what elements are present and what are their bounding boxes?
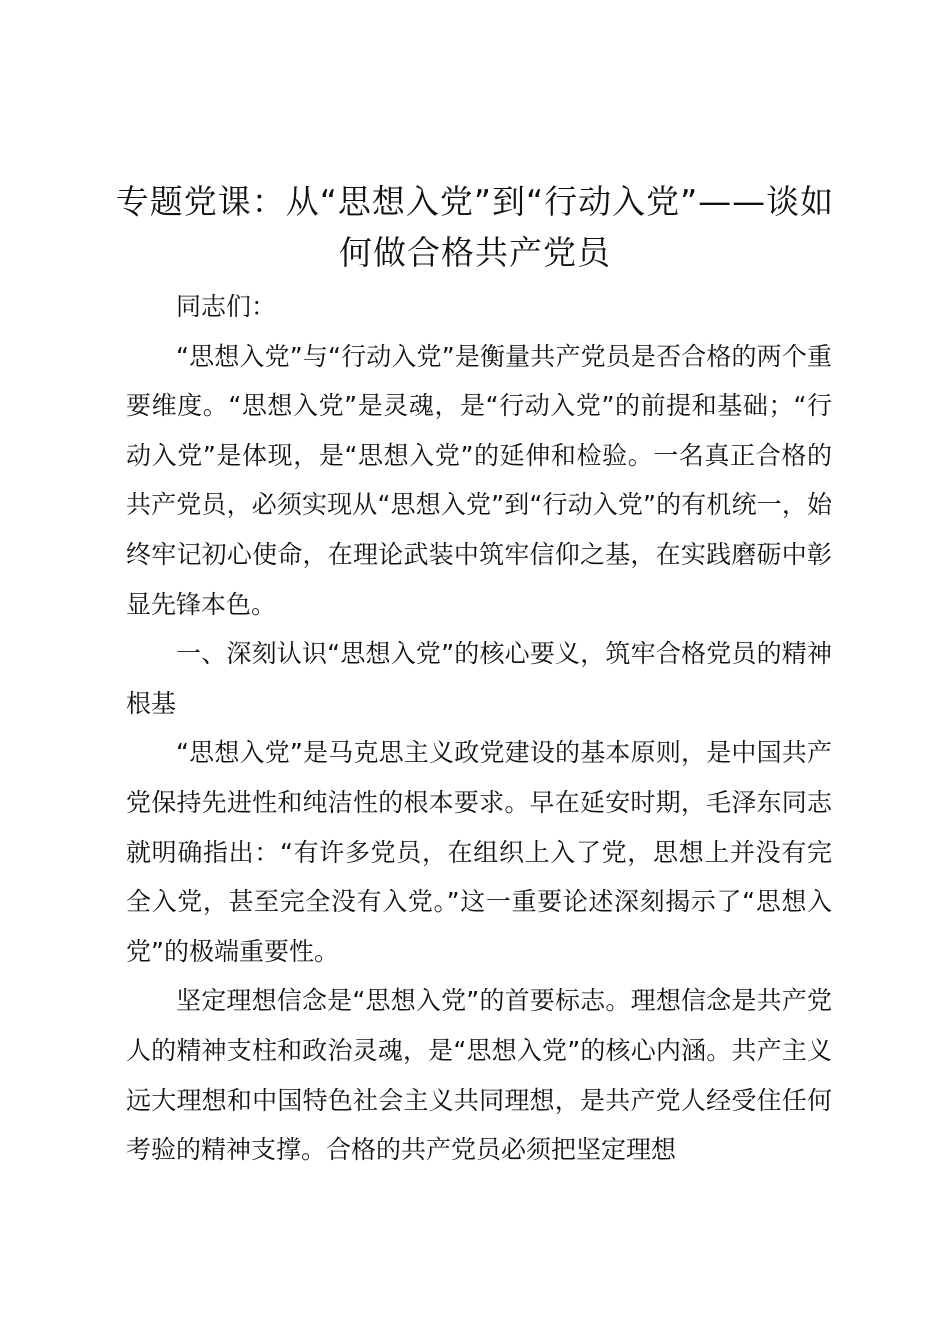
document-title: 专题党课：从“思想入党”到“行动入党”——谈如何做合格共产党员 <box>115 182 835 272</box>
paragraph-intro: “思想入党”与“行动入党”是衡量共产党员是否合格的两个重要维度。“思想入党”是灵魂，是“行动入党”的前提和基础；“行动入党”是体现，是“思想入党”的延伸和检验。一名真正合格的共产党员，必须实现从“思想入党”到“行动入党”的有机统一，始终牢记初心使命，在理论武装中筑牢信仰之基，在实践磨砺中彰显先锋本色。 <box>126 341 832 619</box>
paragraph-ideals: 坚定理想信念是“思想入党”的首要标志。理想信念是共产党人的精神支柱和政治灵魂，是“思想入党”的核心内涵。共产主义远大理想和中国特色社会主义共同理想，是共产党人经受住任何考验的精神支撑。合格的共产党员必须把坚定理想 <box>126 986 832 1165</box>
section-heading-1: 一、深刻认识“思想入党”的核心要义，筑牢合格党员的精神根基 <box>126 639 832 718</box>
document-body <box>126 282 832 1175</box>
paragraph-history: “思想入党”是马克思主义政党建设的基本原则，是中国共产党保持先进性和纯洁性的根本要求。早在延安时期，毛泽东同志就明确指出：“有许多党员，在组织上入了党，思想上并没有完全入党，甚至完全没有入党。”这一重要论述深刻揭示了“思想入党”的极端重要性。 <box>126 738 832 966</box>
salutation: 同志们： <box>176 292 277 321</box>
